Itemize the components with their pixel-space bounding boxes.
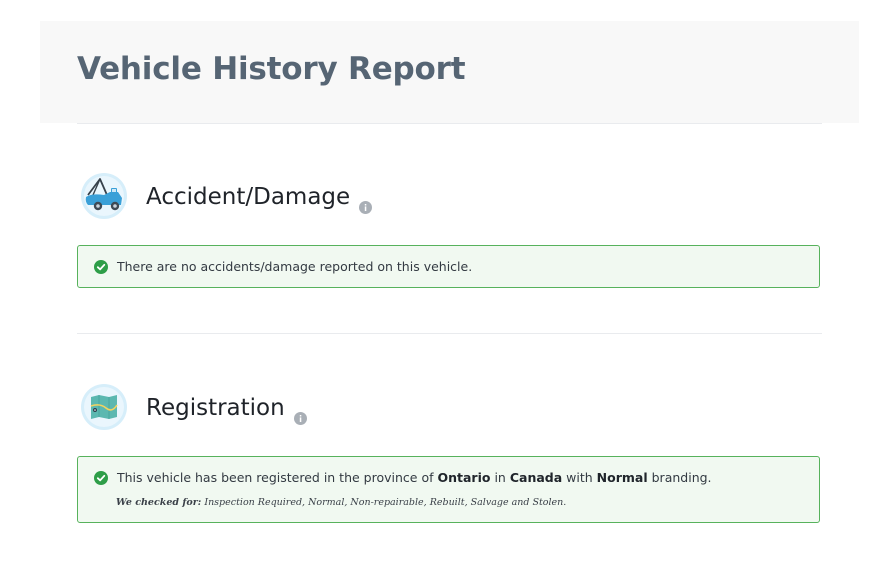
- accident-result-box: [77, 245, 820, 288]
- info-icon[interactable]: [359, 192, 372, 205]
- section-title-registration: [146, 393, 307, 423]
- registration-message: [117, 470, 712, 485]
- tow-truck-icon: [80, 172, 128, 220]
- section-divider: [77, 333, 822, 334]
- check-circle-icon: [94, 471, 108, 485]
- registration-province: Ontario: [437, 470, 491, 485]
- registration-result-line: [94, 470, 712, 485]
- registration-title-text: Registration: [146, 395, 285, 421]
- accident-result-line: [94, 259, 472, 274]
- registration-message-suffix: branding.: [651, 470, 712, 485]
- registration-branding: Normal: [596, 470, 648, 485]
- registration-word-with: with: [566, 470, 593, 485]
- registration-country: Canada: [509, 470, 563, 485]
- page-title: Vehicle History Report: [77, 51, 466, 87]
- check-circle-icon: [94, 260, 108, 274]
- registration-word-in: in: [494, 470, 506, 485]
- registration-message-prefix: This vehicle has been registered in the province of: [117, 470, 434, 485]
- checked-for-items: Inspection Required, Normal, Non-repairable, Rebuilt, Salvage and Stolen.: [204, 497, 567, 508]
- checked-for-line: [116, 497, 566, 508]
- registration-result-box: [77, 456, 820, 523]
- map-icon: [80, 383, 128, 431]
- checked-for-label: We checked for:: [116, 497, 202, 508]
- accident-title-text: Accident/Damage: [146, 184, 351, 210]
- header-divider: [77, 123, 822, 124]
- accident-message: There are no accidents/damage reported on this vehicle.: [117, 259, 473, 274]
- info-icon[interactable]: [294, 403, 307, 416]
- section-title-accident: [146, 182, 372, 212]
